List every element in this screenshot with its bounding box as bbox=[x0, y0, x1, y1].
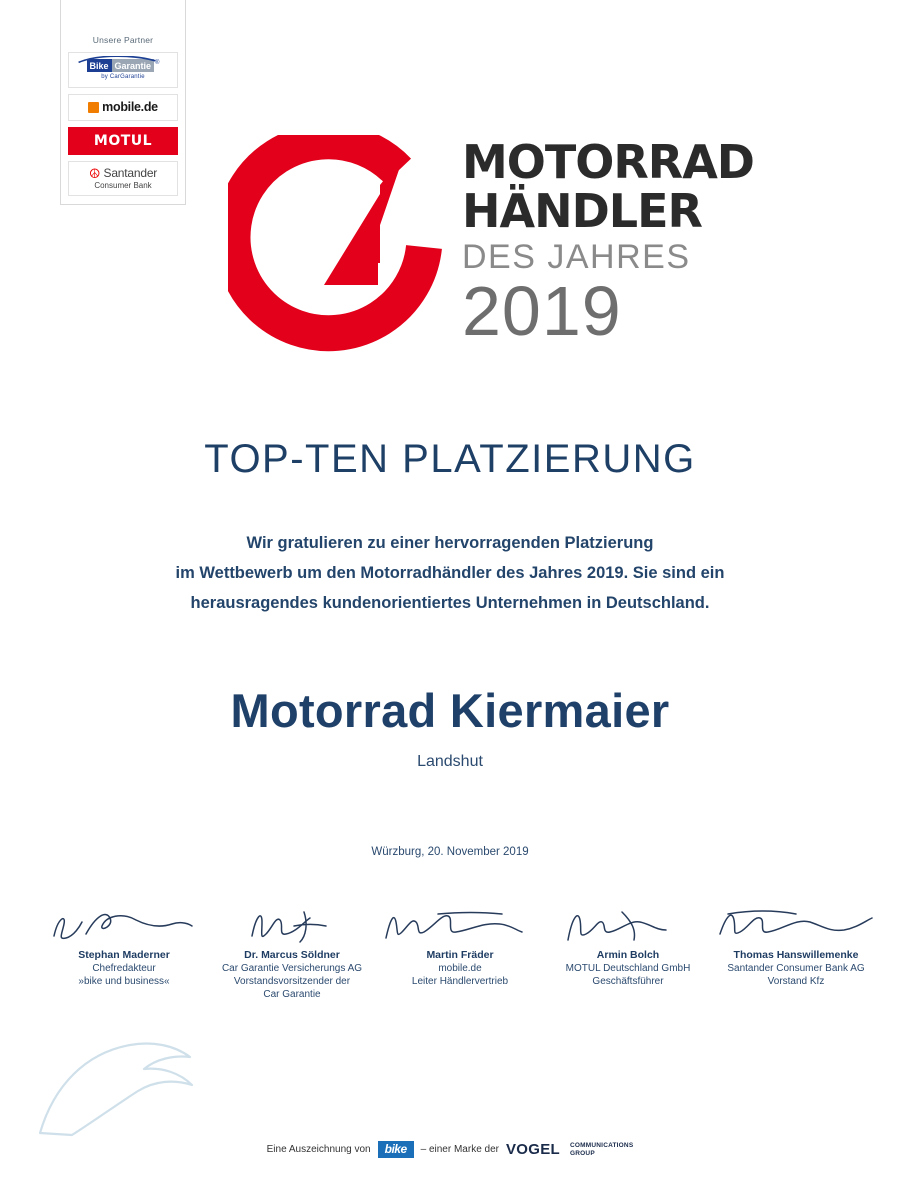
award-logo bbox=[0, 120, 900, 370]
partner-logo-mobile-de bbox=[68, 94, 178, 121]
signatory-name: Stephan Maderner bbox=[78, 949, 170, 961]
mobile-de-wordmark: mobile.de bbox=[102, 100, 158, 114]
footer-publisher: VOGEL bbox=[506, 1141, 561, 1158]
footer-middle: – einer Marke der bbox=[420, 1144, 499, 1155]
motul-wordmark: MOTUL bbox=[93, 133, 153, 149]
bike-garantie-registered-mark: ® bbox=[155, 60, 160, 66]
congratulation-text bbox=[0, 528, 900, 618]
signature-mark-icon bbox=[376, 900, 544, 948]
bike-garantie-swoosh-icon bbox=[77, 56, 157, 64]
signatory-role-line: Vorstand Kfz bbox=[767, 976, 825, 987]
congratulation-line-1: Wir gratulieren zu einer hervorragenden Platzierung bbox=[246, 534, 654, 552]
congratulation-line-2: im Wettbewerb um den Motorradhändler des Jahres 2019. Sie sind ein bbox=[175, 564, 725, 582]
logo-line-des-jahres: DES JAHRES bbox=[462, 238, 691, 276]
bike-garantie-subtitle: by CarGarantie bbox=[101, 74, 145, 80]
signatory-name: Martin Fräder bbox=[426, 949, 494, 961]
signature-mark-icon bbox=[544, 900, 712, 948]
bird-watermark-icon bbox=[24, 1015, 214, 1145]
footer-prefix: Eine Auszeichnung von bbox=[266, 1144, 371, 1155]
bike-garantie-word-1: Bike bbox=[87, 59, 112, 72]
partner-logo-bike-garantie bbox=[68, 52, 178, 88]
signature-mark-icon bbox=[208, 900, 376, 948]
signatory-name: Thomas Hanswillemenke bbox=[733, 949, 859, 961]
santander-wordmark: Santander bbox=[103, 166, 158, 180]
signatory-role-line: Vorstandsvorsitzender der bbox=[233, 976, 351, 987]
bike-garantie-word-2: Garantie bbox=[112, 59, 155, 72]
mobile-de-square-icon bbox=[88, 102, 99, 113]
signatory-role-line: Car Garantie bbox=[263, 989, 321, 1000]
award-logo-text bbox=[462, 135, 754, 350]
signatory-role-line: Chefredakteur bbox=[92, 963, 156, 974]
signatory-role-line: Santander Consumer Bank AG bbox=[727, 963, 865, 974]
page-title: TOP-TEN PLATZIERUNG bbox=[204, 437, 696, 481]
signature-mark-icon bbox=[40, 900, 208, 948]
recipient-city: Landshut bbox=[417, 753, 483, 770]
santander-flame-icon: ☮ bbox=[88, 165, 101, 181]
place-and-date: Würzburg, 20. November 2019 bbox=[371, 846, 529, 858]
signatory-role-line: Geschäftsführer bbox=[592, 976, 664, 987]
footer bbox=[0, 1141, 900, 1158]
logo-line-year: 2019 bbox=[462, 272, 622, 350]
congratulation-line-3: herausragendes kundenorientiertes Unternehmen in Deutschland. bbox=[190, 594, 710, 612]
signature-block-5 bbox=[712, 900, 880, 1001]
footer-publisher-sub bbox=[570, 1142, 633, 1158]
signatory-role-line: Car Garantie Versicherungs AG bbox=[221, 963, 363, 974]
logo-line-haendler: HÄNDLER bbox=[462, 184, 702, 238]
signatory-name: Armin Bolch bbox=[596, 949, 660, 961]
signature-row bbox=[40, 900, 865, 1001]
motorrad-haendler-c-mark-icon bbox=[228, 135, 454, 361]
logo-line-motorrad: MOTORRAD bbox=[462, 135, 754, 189]
signature-block-2 bbox=[208, 900, 376, 1001]
signatory-role-line: mobile.de bbox=[438, 963, 482, 974]
santander-subtitle: Consumer Bank bbox=[94, 181, 152, 190]
signature-mark-icon bbox=[712, 900, 880, 948]
signatory-name: Dr. Marcus Söldner bbox=[244, 949, 340, 961]
signatory-role-line: Leiter Händlervertrieb bbox=[411, 976, 509, 987]
signature-block-3 bbox=[376, 900, 544, 1001]
footer-publisher-sub-line-1: COMMUNICATIONS bbox=[570, 1141, 634, 1149]
recipient-name: Motorrad Kiermaier bbox=[230, 684, 670, 737]
footer-publisher-sub-line-2: GROUP bbox=[570, 1149, 595, 1157]
partner-box-title: Unsere Partner bbox=[92, 35, 154, 45]
signature-block-1 bbox=[40, 900, 208, 1001]
signatory-role-line: »bike und business« bbox=[78, 976, 170, 987]
footer-bike-brand: bike bbox=[378, 1141, 414, 1158]
signatory-role-line: MOTUL Deutschland GmbH bbox=[565, 963, 691, 974]
signature-block-4 bbox=[544, 900, 712, 1001]
